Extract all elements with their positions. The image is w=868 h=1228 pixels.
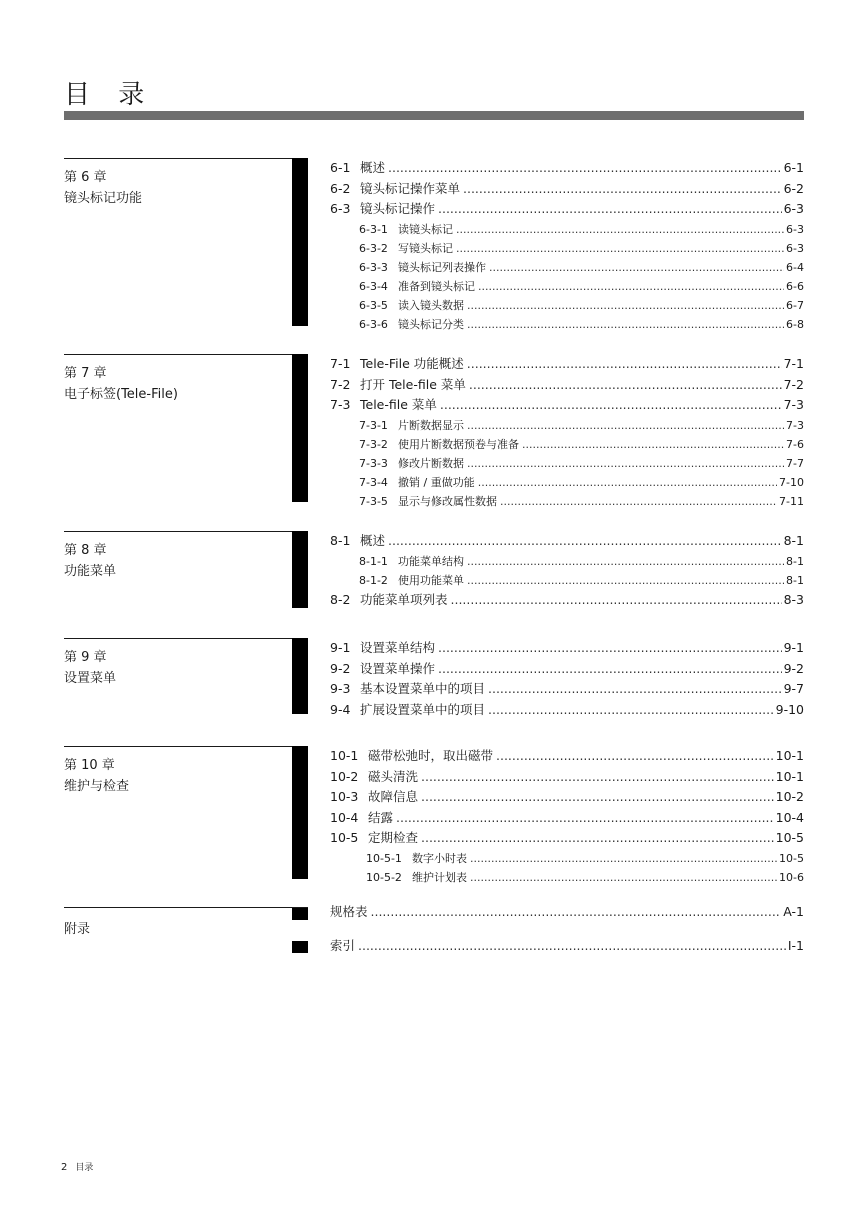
entry-page: 7-2	[783, 376, 804, 392]
chapter-marker-bar	[292, 746, 308, 879]
leader-dots	[388, 531, 782, 552]
entry-text: 数字小时表	[412, 851, 467, 865]
entry-number: 6-3-6	[359, 318, 388, 332]
entry-text: Tele-file 菜单	[360, 397, 437, 412]
leader-dots	[396, 808, 774, 829]
leader-dots	[470, 849, 777, 868]
leader-dots	[438, 659, 782, 680]
chapter-label: 第 10 章	[64, 758, 115, 773]
entry-text: 功能菜单项列表	[360, 591, 448, 607]
toc-subentry-6-3-5[interactable]	[330, 296, 804, 315]
entry-number: 6-1	[330, 160, 351, 175]
entry-text: 索引	[330, 937, 356, 953]
entry-page: 9-7	[783, 681, 804, 696]
title-bar	[64, 111, 804, 120]
toc-subentry-6-3-1[interactable]	[330, 220, 804, 239]
entry-text: 设置菜单结构	[360, 640, 436, 655]
chapter-label: 第 9 章	[64, 650, 107, 665]
toc-entry-10-2[interactable]	[330, 767, 804, 788]
entry-page: 10-2	[775, 789, 804, 804]
chapter-label: 第 7 章	[64, 366, 107, 381]
entry-page: I-1	[787, 937, 804, 953]
toc-entry-6-2[interactable]	[330, 179, 804, 200]
entry-number: 10-5-1	[366, 851, 402, 865]
leader-dots	[496, 746, 774, 767]
entry-text: 磁头清洗	[368, 768, 419, 784]
chapter-rule	[64, 158, 308, 159]
leader-dots	[500, 492, 777, 511]
entry-text: 功能菜单结构	[398, 554, 464, 568]
toc-subentry-10-5-1[interactable]	[330, 849, 804, 868]
entry-page: 10-6	[779, 870, 804, 884]
entry-number: 10-3	[330, 789, 359, 804]
entry-page: 6-4	[786, 260, 804, 274]
toc-entry-10-3[interactable]	[330, 787, 804, 808]
leader-dots	[456, 239, 784, 258]
entry-page: 9-2	[783, 660, 804, 676]
entry-page: 6-7	[786, 299, 804, 313]
toc-entry-9-2[interactable]	[330, 659, 804, 680]
entry-text: 修改片断数据	[398, 456, 464, 470]
toc-entry-7-1[interactable]	[330, 354, 804, 375]
chapter-heading	[64, 755, 129, 797]
leader-dots	[456, 220, 784, 239]
toc-entry-10-4[interactable]	[330, 808, 804, 829]
toc-subentry-6-3-3[interactable]	[330, 258, 804, 277]
toc-entry-10-5[interactable]	[330, 828, 804, 849]
entry-number: 7-3	[330, 397, 351, 412]
entry-page: A-1	[783, 904, 804, 919]
toc-subentry-7-3-1[interactable]	[330, 416, 804, 435]
page-title: 目 录	[64, 80, 155, 110]
entry-number: 9-2	[330, 660, 351, 676]
entry-text: 写镜头标记	[398, 241, 453, 255]
toc-entries	[330, 746, 804, 887]
entry-number: 7-3-2	[359, 437, 388, 451]
footer-title: 目录	[75, 1163, 94, 1173]
toc-entries	[330, 354, 804, 511]
entry-page: 7-1	[783, 356, 804, 371]
leader-dots	[421, 828, 774, 849]
entry-page: 10-5	[779, 851, 804, 865]
entry-text: Tele-File 功能概述	[360, 356, 464, 371]
leader-dots	[478, 473, 777, 492]
appendix-entries	[330, 902, 804, 956]
toc-entries	[330, 531, 804, 610]
footer-page-number: 2	[61, 1162, 68, 1173]
toc-entry-7-2[interactable]	[330, 375, 804, 396]
entry-page: 6-3	[786, 222, 804, 236]
entry-page: 10-4	[775, 809, 804, 825]
entry-page: 6-6	[786, 280, 804, 294]
chapter-rule	[64, 531, 308, 532]
entry-number: 7-3-5	[359, 495, 388, 509]
chapter-rule	[64, 638, 308, 639]
entry-page: 7-11	[779, 495, 804, 509]
entry-number: 7-3-4	[359, 476, 388, 490]
entry-number: 6-3-1	[359, 222, 388, 236]
leader-dots	[421, 767, 774, 788]
entry-text: 片断数据显示	[398, 418, 464, 432]
entry-page: 10-5	[775, 830, 804, 845]
leader-dots	[488, 679, 782, 700]
entry-text: 结露	[368, 809, 394, 825]
toc-subentry-7-3-2[interactable]	[330, 435, 804, 454]
toc-entry-9-4[interactable]	[330, 700, 804, 721]
entry-number: 7-2	[330, 376, 351, 392]
entry-page: 6-3	[783, 201, 804, 216]
entry-text: 定期检查	[368, 830, 419, 845]
entry-number: 7-3-3	[359, 456, 388, 470]
entry-text: 读镜头标记	[398, 222, 453, 236]
entry-text: 规格表	[330, 904, 368, 919]
leader-dots	[358, 936, 786, 957]
entry-text: 概述	[360, 533, 386, 548]
entry-number: 6-2	[330, 180, 351, 196]
leader-dots	[463, 179, 782, 200]
leader-dots	[467, 416, 784, 435]
entry-text: 镜头标记列表操作	[398, 260, 486, 274]
entry-page: 10-1	[775, 748, 804, 763]
entry-text: 镜头标记分类	[398, 318, 464, 332]
toc-subentry-7-3-3[interactable]	[330, 454, 804, 473]
entry-page: 8-1	[786, 573, 804, 587]
leader-dots	[489, 258, 784, 277]
entry-number: 10-5	[330, 830, 359, 845]
entry-text: 维护计划表	[412, 870, 467, 884]
entry-number: 9-4	[330, 701, 351, 717]
toc-subentry-10-5-2[interactable]	[330, 868, 804, 887]
entry-number: 6-3	[330, 201, 351, 216]
entry-page: 10-1	[775, 768, 804, 784]
entry-number: 7-3-1	[359, 418, 388, 432]
leader-dots	[438, 199, 782, 220]
entry-page: 7-6	[786, 437, 804, 451]
toc-entry-spec-table[interactable]	[330, 902, 804, 923]
leader-dots	[467, 552, 784, 571]
chapter-title: 镜头标记功能	[64, 191, 143, 206]
leader-dots	[467, 454, 784, 473]
toc-subentry-8-1-2[interactable]	[330, 571, 804, 590]
toc-entry-7-3[interactable]	[330, 395, 804, 416]
chapter-title: 维护与检查	[64, 779, 130, 794]
leader-dots	[467, 296, 784, 315]
entry-page: 7-7	[786, 456, 804, 470]
entry-page: 6-2	[783, 180, 804, 196]
chapter-rule	[64, 746, 308, 747]
entry-page: 9-1	[783, 640, 804, 655]
entry-text: 准备到镜头标记	[398, 280, 475, 294]
leader-dots	[371, 902, 782, 923]
chapter-marker-bar	[292, 638, 308, 714]
entry-number: 9-1	[330, 640, 351, 655]
toc-subentry-6-3-6[interactable]	[330, 315, 804, 334]
entry-text: 故障信息	[368, 789, 419, 804]
chapter-title: 电子标签(Tele-File)	[64, 387, 178, 402]
entry-number: 6-3-3	[359, 260, 388, 274]
leader-dots	[478, 277, 784, 296]
appendix-title: 附录	[64, 922, 91, 937]
entry-number: 6-3-2	[359, 241, 388, 255]
toc-entry-8-2[interactable]	[330, 590, 804, 611]
leader-dots	[467, 315, 784, 334]
leader-dots	[467, 571, 784, 590]
entry-text: 撤销 / 重做功能	[398, 476, 475, 490]
entry-text: 镜头标记操作菜单	[360, 180, 461, 196]
chapter-heading	[64, 167, 142, 209]
toc-entry-index[interactable]	[330, 936, 804, 957]
chapter-title: 设置菜单	[64, 671, 117, 686]
leader-dots	[469, 375, 782, 396]
page-footer	[61, 1160, 93, 1173]
entry-text: 读入镜头数据	[398, 299, 464, 313]
leader-dots	[522, 435, 784, 454]
chapter-heading	[64, 540, 116, 582]
chapter-heading	[64, 363, 178, 405]
chapter-heading	[64, 647, 116, 689]
entry-page: 9-10	[775, 701, 804, 717]
toc-subentry-7-3-5[interactable]	[330, 492, 804, 511]
entry-text: 打开 Tele-file 菜单	[360, 376, 466, 392]
entry-page: 6-3	[786, 241, 804, 255]
entry-number: 6-3-4	[359, 280, 388, 294]
index-marker-bar	[292, 941, 308, 953]
entry-number: 10-4	[330, 809, 359, 825]
toc-subentry-7-3-4[interactable]	[330, 473, 804, 492]
leader-dots	[421, 787, 774, 808]
entry-number: 6-3-5	[359, 299, 388, 313]
chapter-rule	[64, 354, 308, 355]
entry-text: 设置菜单操作	[360, 660, 436, 676]
chapter-title: 功能菜单	[64, 564, 117, 579]
leader-dots	[388, 158, 782, 179]
appendix-marker-bar	[292, 908, 308, 920]
leader-dots	[440, 395, 782, 416]
entry-number: 8-2	[330, 591, 351, 607]
entry-text: 镜头标记操作	[360, 201, 436, 216]
chapter-marker-bar	[292, 531, 308, 608]
entry-page: 7-3	[786, 418, 804, 432]
toc-entry-6-3[interactable]	[330, 199, 804, 220]
entry-page: 8-3	[783, 591, 804, 607]
entry-page: 8-1	[783, 533, 804, 548]
chapter-marker-bar	[292, 158, 308, 326]
leader-dots	[451, 590, 782, 611]
appendix-rule	[64, 907, 308, 908]
entry-number: 8-1-2	[359, 573, 388, 587]
toc-entries	[330, 638, 804, 720]
toc-entry-9-1[interactable]	[330, 638, 804, 659]
leader-dots	[467, 354, 782, 375]
toc-entry-10-1[interactable]	[330, 746, 804, 767]
chapter-marker-bar	[292, 354, 308, 502]
entry-text: 使用片断数据预卷与准备	[398, 437, 519, 451]
toc-subentry-6-3-4[interactable]	[330, 277, 804, 296]
entry-text: 磁带松弛时，取出磁带	[368, 748, 494, 763]
toc-entry-9-3[interactable]	[330, 679, 804, 700]
toc-subentry-8-1-1[interactable]	[330, 552, 804, 571]
entry-number: 8-1	[330, 533, 351, 548]
entry-number: 8-1-1	[359, 554, 388, 568]
toc-entry-8-1[interactable]	[330, 531, 804, 552]
leader-dots	[470, 868, 777, 887]
entry-page: 7-3	[783, 397, 804, 412]
entry-number: 10-2	[330, 768, 359, 784]
toc-subentry-6-3-2[interactable]	[330, 239, 804, 258]
entry-number: 10-5-2	[366, 870, 402, 884]
entry-text: 扩展设置菜单中的项目	[360, 701, 486, 717]
entry-number: 10-1	[330, 748, 359, 763]
entry-page: 8-1	[786, 554, 804, 568]
toc-entries	[330, 158, 804, 335]
toc-entry-6-1[interactable]	[330, 158, 804, 179]
entry-text: 使用功能菜单	[398, 573, 464, 587]
entry-text: 基本设置菜单中的项目	[360, 681, 486, 696]
leader-dots	[488, 700, 774, 721]
chapter-label: 第 6 章	[64, 170, 107, 185]
chapter-label: 第 8 章	[64, 543, 107, 558]
entry-page: 6-1	[783, 160, 804, 175]
entry-number: 9-3	[330, 681, 351, 696]
entry-number: 7-1	[330, 356, 351, 371]
leader-dots	[438, 638, 782, 659]
entry-page: 6-8	[786, 318, 804, 332]
entry-text: 概述	[360, 160, 386, 175]
entry-page: 7-10	[779, 476, 804, 490]
entry-text: 显示与修改属性数据	[398, 495, 497, 509]
